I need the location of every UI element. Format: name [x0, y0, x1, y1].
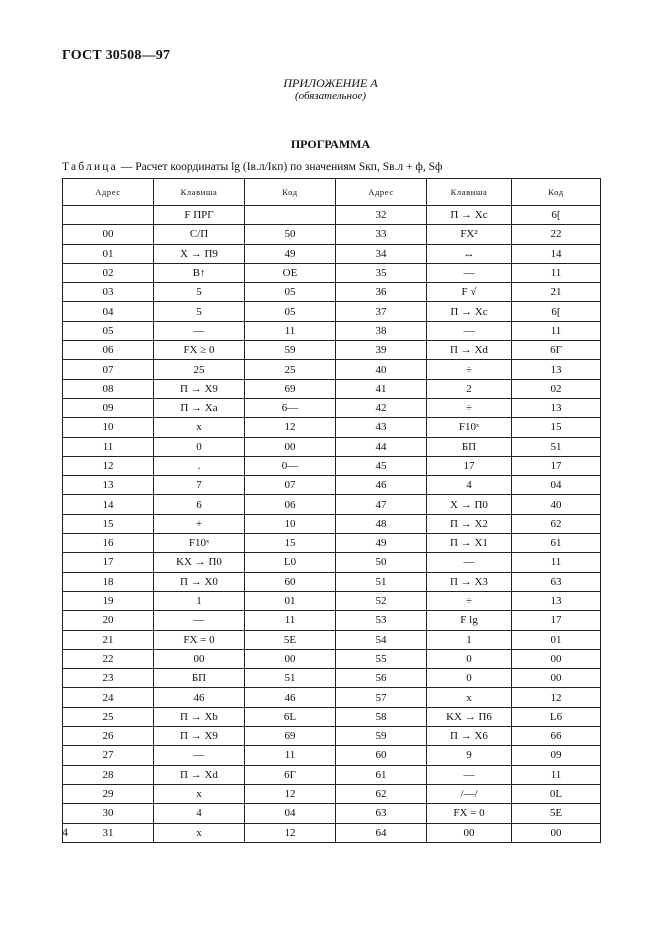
appendix-title: ПРИЛОЖЕНИЕ А [283, 76, 378, 90]
cell-key: ÷ [427, 360, 512, 379]
cell-code: 6L [245, 707, 336, 726]
cell-code: 21 [512, 283, 601, 302]
cell-address: 32 [336, 206, 427, 225]
cell-code: 62 [512, 514, 601, 533]
cell-code: 13 [512, 360, 601, 379]
cell-code: 05 [245, 283, 336, 302]
cell-address: 36 [336, 283, 427, 302]
cell-key: С/П [154, 225, 245, 244]
cell-address: 04 [63, 302, 154, 321]
cell-code: 12 [245, 784, 336, 803]
table-row [63, 379, 601, 398]
page-number: 4 [62, 825, 68, 839]
cell-key: П → X9 [154, 727, 245, 746]
cell-address: 05 [63, 321, 154, 340]
table-row [63, 534, 601, 553]
cell-code: 11 [512, 321, 601, 340]
cell-key: 00 [154, 649, 245, 668]
table-header-row [63, 179, 601, 206]
cell-address: 14 [63, 495, 154, 514]
cell-address: 09 [63, 398, 154, 417]
cell-address: 39 [336, 341, 427, 360]
cell-code: 00 [512, 649, 601, 668]
appendix-heading [0, 77, 661, 103]
table-row [63, 437, 601, 456]
cell-address: 59 [336, 727, 427, 746]
cell-code: 12 [245, 823, 336, 842]
cell-address: 35 [336, 263, 427, 282]
cell-key: П → Xd [427, 341, 512, 360]
cell-key: KX → П0 [154, 553, 245, 572]
cell-code: 10 [245, 514, 336, 533]
cell-key: F10ˣ [154, 534, 245, 553]
cell-address: 34 [336, 244, 427, 263]
cell-code: 5E [245, 630, 336, 649]
cell-address: 22 [63, 649, 154, 668]
cell-key: FX = 0 [154, 630, 245, 649]
cell-code: 07 [245, 476, 336, 495]
cell-code: 00 [512, 669, 601, 688]
cell-address: 40 [336, 360, 427, 379]
cell-address: 07 [63, 360, 154, 379]
cell-code: 51 [512, 437, 601, 456]
cell-key: . [154, 456, 245, 475]
header-key: Клавиша [427, 179, 512, 206]
cell-key: 17 [427, 456, 512, 475]
cell-address: 23 [63, 669, 154, 688]
cell-address: 15 [63, 514, 154, 533]
cell-code: OE [245, 263, 336, 282]
cell-address: 48 [336, 514, 427, 533]
cell-address: 60 [336, 746, 427, 765]
cell-key: — [427, 321, 512, 340]
cell-address: 30 [63, 804, 154, 823]
cell-key: 25 [154, 360, 245, 379]
table-row [63, 630, 601, 649]
cell-address: 25 [63, 707, 154, 726]
cell-key: 9 [427, 746, 512, 765]
cell-key: X → П0 [427, 495, 512, 514]
table-row [63, 611, 601, 630]
table-row [63, 649, 601, 668]
cell-code: 0— [245, 456, 336, 475]
cell-key: 0 [154, 437, 245, 456]
table-row [63, 823, 601, 842]
cell-code: 02 [512, 379, 601, 398]
cell-key: П → X1 [427, 534, 512, 553]
cell-code: 66 [512, 727, 601, 746]
header-key: Клавиша [154, 179, 245, 206]
cell-code: 63 [512, 572, 601, 591]
cell-code: 6Г [512, 341, 601, 360]
table-row [63, 302, 601, 321]
table-row [63, 456, 601, 475]
header-address: Адрес [63, 179, 154, 206]
table-row [63, 514, 601, 533]
cell-code: L0 [245, 553, 336, 572]
cell-address: 02 [63, 263, 154, 282]
cell-code: 6Г [245, 765, 336, 784]
cell-key: — [427, 263, 512, 282]
cell-key: П → X0 [154, 572, 245, 591]
cell-code: 49 [245, 244, 336, 263]
cell-code: 09 [512, 746, 601, 765]
cell-address: 31 [63, 823, 154, 842]
cell-code: 05 [245, 302, 336, 321]
cell-key: — [154, 611, 245, 630]
cell-address: 21 [63, 630, 154, 649]
cell-key: П → Xd [154, 765, 245, 784]
cell-key: F ПРГ [154, 206, 245, 225]
cell-address: 51 [336, 572, 427, 591]
cell-key: 7 [154, 476, 245, 495]
table-row [63, 360, 601, 379]
cell-code: 04 [512, 476, 601, 495]
cell-code: 11 [512, 765, 601, 784]
cell-key: x [154, 418, 245, 437]
cell-key: — [154, 746, 245, 765]
cell-code: 0L [512, 784, 601, 803]
cell-address: 24 [63, 688, 154, 707]
cell-address: 27 [63, 746, 154, 765]
cell-code: 6[ [512, 302, 601, 321]
cell-address: 38 [336, 321, 427, 340]
cell-code [245, 206, 336, 225]
table-row [63, 746, 601, 765]
cell-key: FX ≥ 0 [154, 341, 245, 360]
cell-key: 00 [427, 823, 512, 842]
cell-address: 37 [336, 302, 427, 321]
cell-key: B↑ [154, 263, 245, 282]
table-row [63, 263, 601, 282]
cell-code: 11 [245, 746, 336, 765]
cell-code: 69 [245, 379, 336, 398]
cell-address: 00 [63, 225, 154, 244]
cell-code: 50 [245, 225, 336, 244]
cell-key: x [154, 784, 245, 803]
cell-code: 13 [512, 398, 601, 417]
cell-code: 59 [245, 341, 336, 360]
cell-address: 26 [63, 727, 154, 746]
cell-address: 63 [336, 804, 427, 823]
cell-code: 25 [245, 360, 336, 379]
table-row [63, 553, 601, 572]
cell-address: 13 [63, 476, 154, 495]
table-row [63, 341, 601, 360]
cell-key: 6 [154, 495, 245, 514]
cell-address: 20 [63, 611, 154, 630]
cell-key: БП [427, 437, 512, 456]
cell-address: 61 [336, 765, 427, 784]
cell-address: 19 [63, 591, 154, 610]
cell-address: 16 [63, 534, 154, 553]
cell-address: 41 [336, 379, 427, 398]
table-caption [62, 161, 442, 173]
cell-code: 5E [512, 804, 601, 823]
cell-address: 50 [336, 553, 427, 572]
cell-address: 18 [63, 572, 154, 591]
header-code: Код [245, 179, 336, 206]
cell-address: 03 [63, 283, 154, 302]
table-row [63, 591, 601, 610]
cell-code: 17 [512, 456, 601, 475]
cell-address: 56 [336, 669, 427, 688]
table-row [63, 244, 601, 263]
table-row [63, 418, 601, 437]
cell-key: F √ [427, 283, 512, 302]
section-title: ПРОГРАММА [290, 137, 371, 151]
cell-key: /—/ [427, 784, 512, 803]
cell-key: 5 [154, 283, 245, 302]
cell-address: 06 [63, 341, 154, 360]
cell-address: 54 [336, 630, 427, 649]
cell-address: 01 [63, 244, 154, 263]
cell-code: 01 [512, 630, 601, 649]
cell-code: 12 [512, 688, 601, 707]
cell-code: 46 [245, 688, 336, 707]
table-row [63, 727, 601, 746]
cell-code: 61 [512, 534, 601, 553]
table-row [63, 321, 601, 340]
cell-key: П → Xa [154, 398, 245, 417]
cell-key: 0 [427, 649, 512, 668]
cell-code: 00 [245, 649, 336, 668]
cell-address: 46 [336, 476, 427, 495]
cell-address: 58 [336, 707, 427, 726]
cell-address: 57 [336, 688, 427, 707]
cell-address: 55 [336, 649, 427, 668]
cell-address: 29 [63, 784, 154, 803]
cell-address: 42 [336, 398, 427, 417]
cell-key: БП [154, 669, 245, 688]
cell-address: 12 [63, 456, 154, 475]
header-code: Код [512, 179, 601, 206]
cell-key: + [154, 514, 245, 533]
cell-code: 13 [512, 591, 601, 610]
cell-address [63, 206, 154, 225]
cell-key: П → Xc [427, 206, 512, 225]
cell-key: 4 [427, 476, 512, 495]
cell-key: 4 [154, 804, 245, 823]
cell-code: 00 [245, 437, 336, 456]
table-row [63, 784, 601, 803]
cell-key: 0 [427, 669, 512, 688]
cell-code: 00 [512, 823, 601, 842]
cell-code: 15 [245, 534, 336, 553]
cell-address: 53 [336, 611, 427, 630]
table-row [63, 572, 601, 591]
table-row [63, 283, 601, 302]
cell-key: 1 [154, 591, 245, 610]
cell-key: x [427, 688, 512, 707]
cell-address: 44 [336, 437, 427, 456]
header-address: Адрес [336, 179, 427, 206]
cell-key: KX → П6 [427, 707, 512, 726]
cell-address: 52 [336, 591, 427, 610]
cell-code: 69 [245, 727, 336, 746]
cell-code: 01 [245, 591, 336, 610]
cell-code: 04 [245, 804, 336, 823]
program-table [62, 178, 601, 843]
cell-code: 6[ [512, 206, 601, 225]
cell-code: 6— [245, 398, 336, 417]
cell-address: 10 [63, 418, 154, 437]
cell-key: FX² [427, 225, 512, 244]
cell-code: 06 [245, 495, 336, 514]
cell-key: 1 [427, 630, 512, 649]
cell-address: 08 [63, 379, 154, 398]
cell-key: ÷ [427, 591, 512, 610]
document-standard-id: ГОСТ 30508—97 [62, 48, 171, 63]
cell-code: 15 [512, 418, 601, 437]
table-caption-text: — Расчет координаты lg (Iв.л/Iкп) по значениям Sкп, Sв.л + ф, Sф [117, 161, 443, 173]
cell-address: 11 [63, 437, 154, 456]
cell-key: П → X6 [427, 727, 512, 746]
cell-code: 17 [512, 611, 601, 630]
table-row [63, 765, 601, 784]
table-row [63, 476, 601, 495]
table-row [63, 804, 601, 823]
cell-key: 5 [154, 302, 245, 321]
cell-address: 45 [336, 456, 427, 475]
cell-key: ÷ [427, 398, 512, 417]
cell-key: — [154, 321, 245, 340]
cell-code: 11 [512, 553, 601, 572]
cell-address: 33 [336, 225, 427, 244]
cell-key: — [427, 765, 512, 784]
cell-code: 11 [512, 263, 601, 282]
cell-code: 22 [512, 225, 601, 244]
cell-address: 62 [336, 784, 427, 803]
table-row [63, 495, 601, 514]
cell-key: П → Xb [154, 707, 245, 726]
table-row [63, 206, 601, 225]
cell-code: 14 [512, 244, 601, 263]
cell-code: L6 [512, 707, 601, 726]
cell-key: ↔ [427, 244, 512, 263]
table-row [63, 669, 601, 688]
cell-address: 43 [336, 418, 427, 437]
table-caption-label: Таблица [62, 161, 118, 173]
cell-code: 60 [245, 572, 336, 591]
cell-key: П → X2 [427, 514, 512, 533]
cell-address: 28 [63, 765, 154, 784]
cell-code: 40 [512, 495, 601, 514]
cell-code: 51 [245, 669, 336, 688]
table-body [63, 206, 601, 843]
table-row [63, 398, 601, 417]
cell-key: 46 [154, 688, 245, 707]
appendix-subtitle: (обязательное) [294, 90, 367, 102]
cell-address: 17 [63, 553, 154, 572]
table-row [63, 707, 601, 726]
cell-code: 11 [245, 611, 336, 630]
table-row [63, 225, 601, 244]
cell-key: X → П9 [154, 244, 245, 263]
cell-key: П → X3 [427, 572, 512, 591]
cell-key: F10ˣ [427, 418, 512, 437]
cell-address: 47 [336, 495, 427, 514]
cell-code: 11 [245, 321, 336, 340]
cell-address: 49 [336, 534, 427, 553]
table-row [63, 688, 601, 707]
cell-key: 2 [427, 379, 512, 398]
cell-key: F lg [427, 611, 512, 630]
cell-key: — [427, 553, 512, 572]
cell-address: 64 [336, 823, 427, 842]
cell-key: П → Xc [427, 302, 512, 321]
cell-key: П → X9 [154, 379, 245, 398]
cell-code: 12 [245, 418, 336, 437]
cell-key: x [154, 823, 245, 842]
cell-key: FX = 0 [427, 804, 512, 823]
